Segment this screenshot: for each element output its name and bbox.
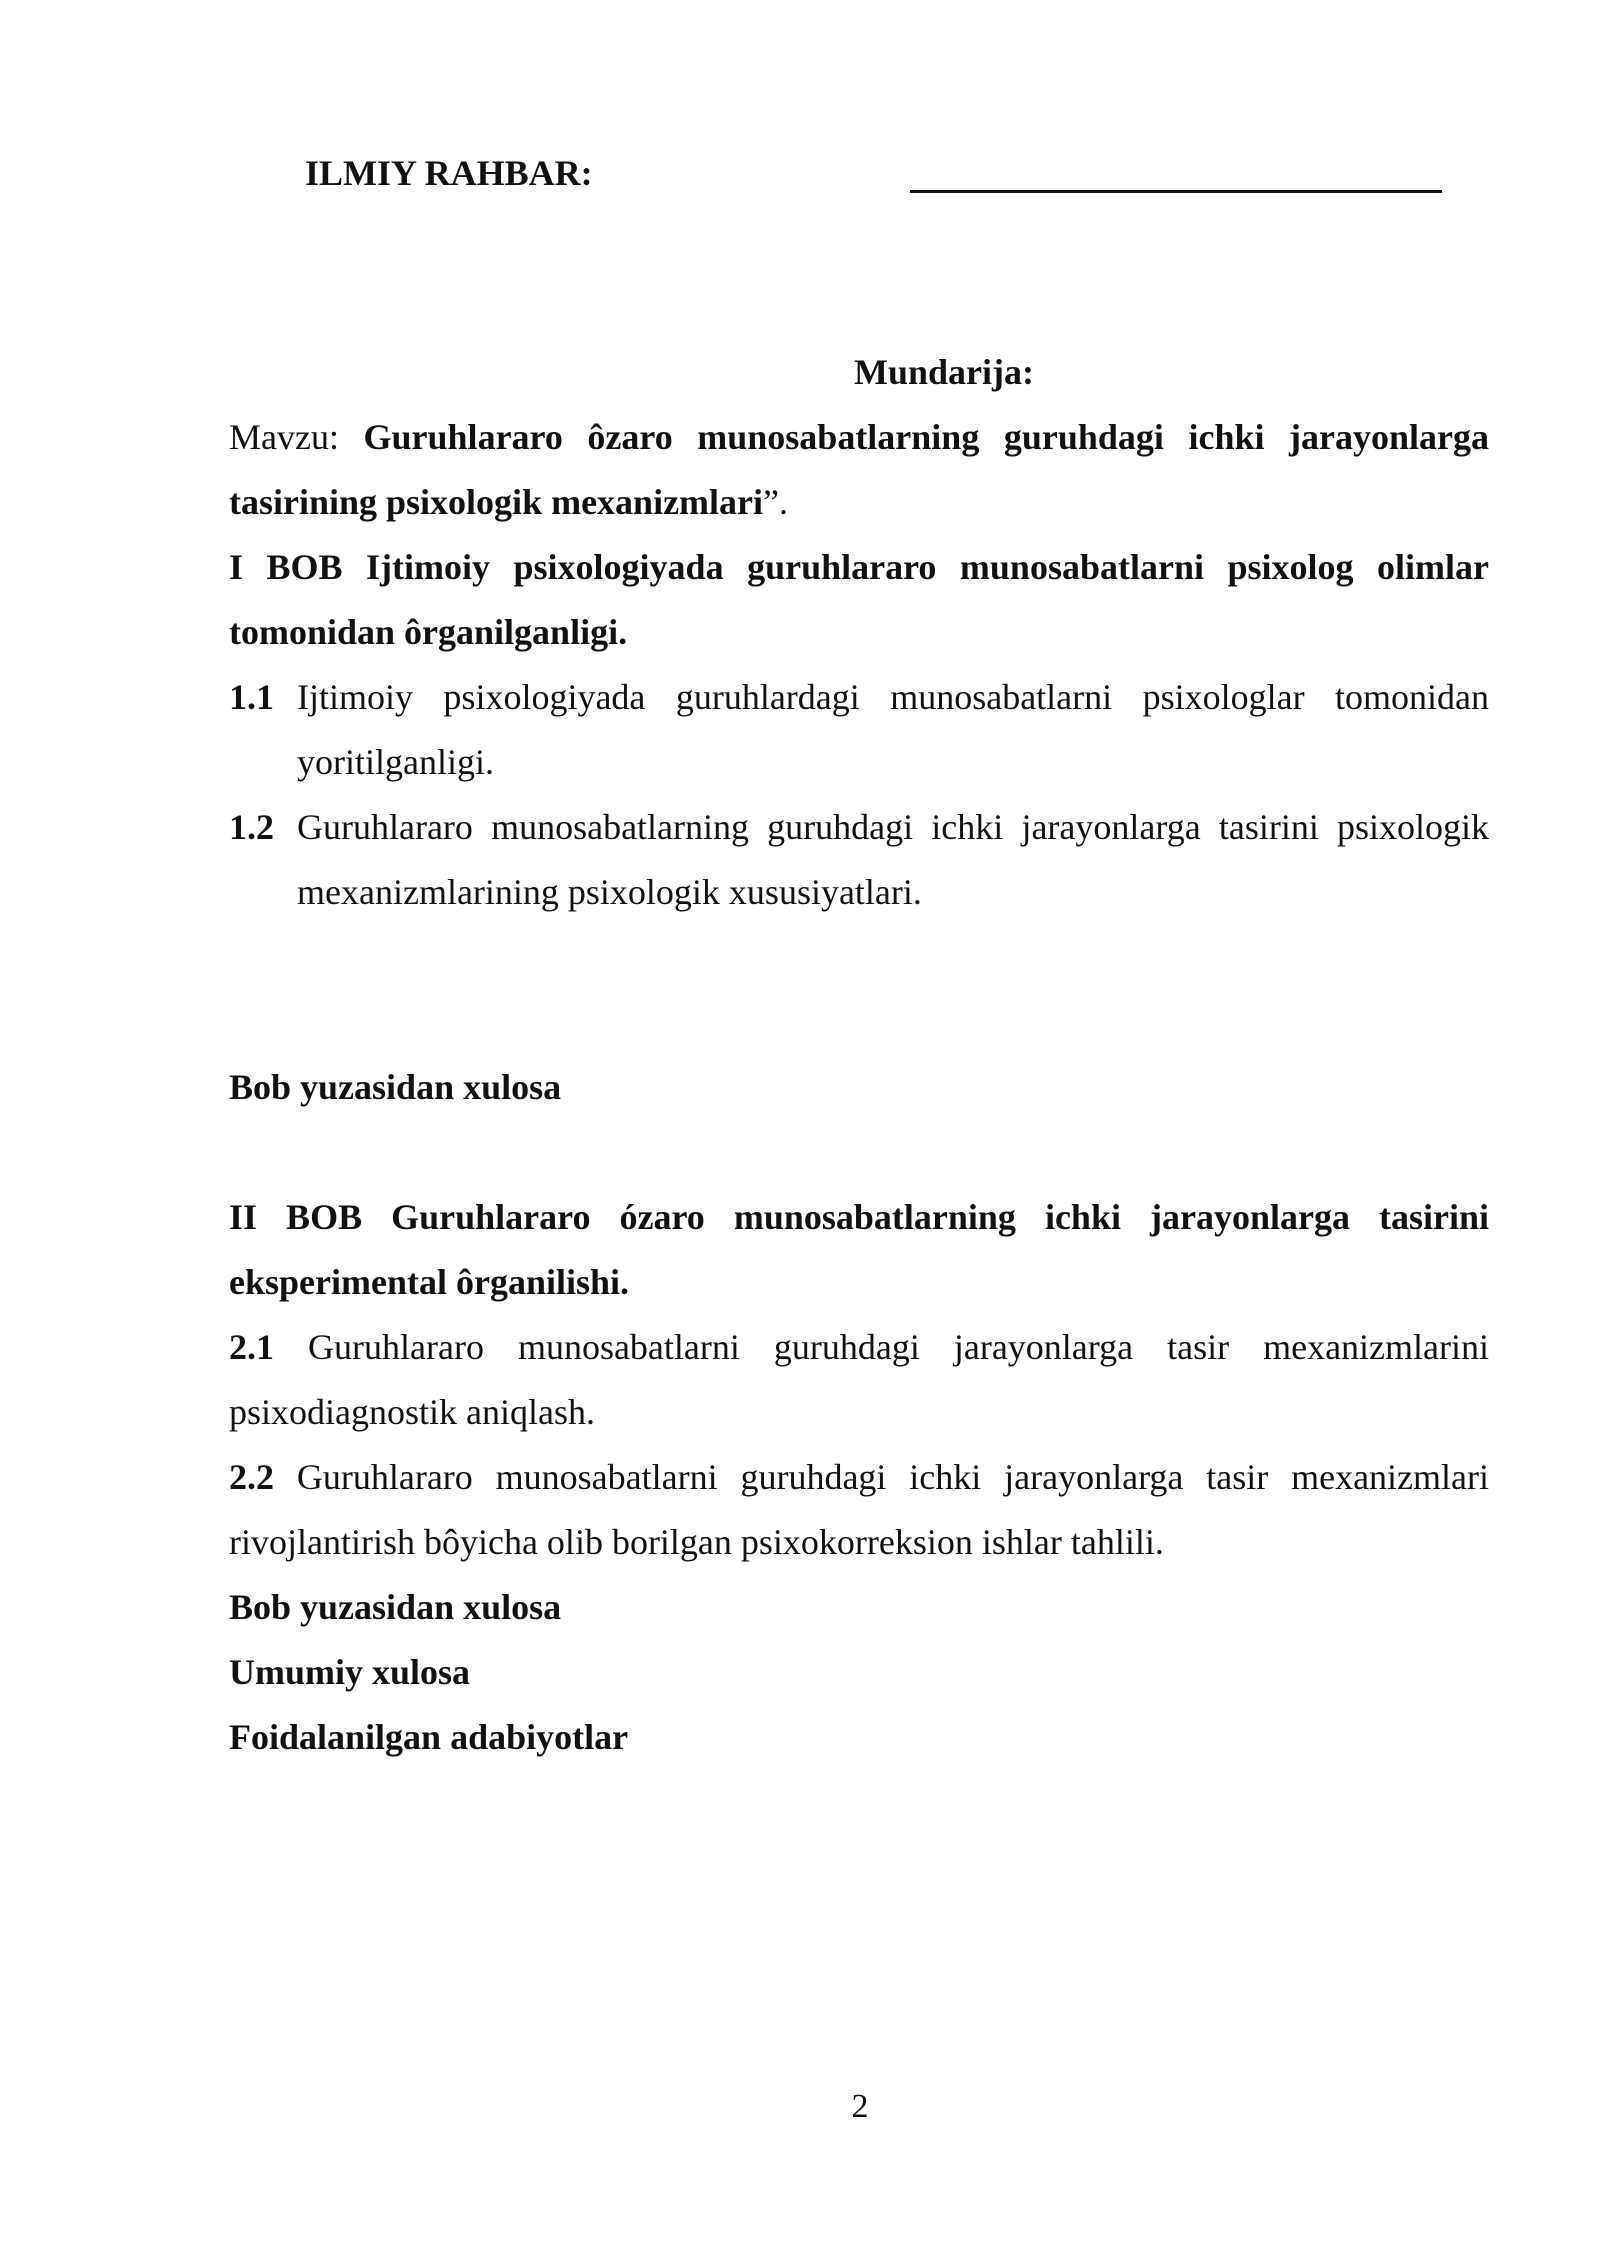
topic-title: Guruhlararo ôzaro munosabatlarning guruhdagi ichki jarayonlarga tasirining psixologik mexanizmlari: [229, 417, 1490, 522]
supervisor-row: [305, 148, 1445, 198]
section-text: Guruhlararo munosabatlarning guruhdagi ichki jarayonlarga tasirini psixologik mexanizmlarining psixologik xususiyatlari.: [297, 807, 1489, 912]
section-number: 1.2: [229, 807, 274, 847]
table-of-contents: [229, 340, 1489, 1770]
spacer: [229, 1120, 1489, 1185]
signature-line: [910, 190, 1442, 193]
section-text: Guruhlararo munosabatlarni guruhdagi ichki jarayonlarga tasir mexanizmlari rivojlantirish bôyicha olib borilgan psixokorreksion ishlar tahlili.: [229, 1457, 1490, 1562]
section-1-2: [229, 795, 1489, 925]
general-conclusion: Umumiy xulosa: [229, 1652, 471, 1692]
section-number: 2.2: [229, 1457, 274, 1497]
chapter-2-conclusion: Bob yuzasidan xulosa: [229, 1587, 562, 1627]
chapter-1-conclusion: Bob yuzasidan xulosa: [229, 1067, 562, 1107]
chapter-1-title: I BOB Ijtimoiy psixologiyada guruhlararo munosabatlarni psixolog olimlar tomonidan ôrganilganligi.: [229, 547, 1489, 652]
section-2-1: [229, 1315, 1489, 1445]
topic-suffix: ”.: [763, 482, 789, 522]
spacer: [229, 925, 1489, 1055]
section-text: Guruhlararo munosabatlarni guruhdagi jarayonlarga tasir mexanizmlarini psixodiagnostik aniqlash.: [229, 1327, 1489, 1432]
supervisor-label: ILMIY RAHBAR:: [305, 153, 593, 193]
topic-line: [229, 405, 1489, 535]
section-number: 1.1: [229, 677, 274, 717]
topic-prefix: Mavzu:: [229, 417, 364, 457]
section-text: Ijtimoiy psixologiyada guruhlardagi munosabatlarni psixologlar tomonidan yoritilganligi.: [297, 677, 1489, 782]
section-2-2: [229, 1445, 1489, 1575]
page-number: 2: [851, 2088, 869, 2125]
section-number: 2.1: [229, 1327, 274, 1367]
section-1-1: [229, 665, 1489, 795]
chapter-2-title: II BOB Guruhlararo ózaro munosabatlarning ichki jarayonlarga tasirini eksperimental ôrganilishi.: [229, 1197, 1489, 1302]
toc-heading: Mundarija:: [854, 352, 1034, 392]
references: Foidalanilgan adabiyotlar: [229, 1717, 629, 1757]
